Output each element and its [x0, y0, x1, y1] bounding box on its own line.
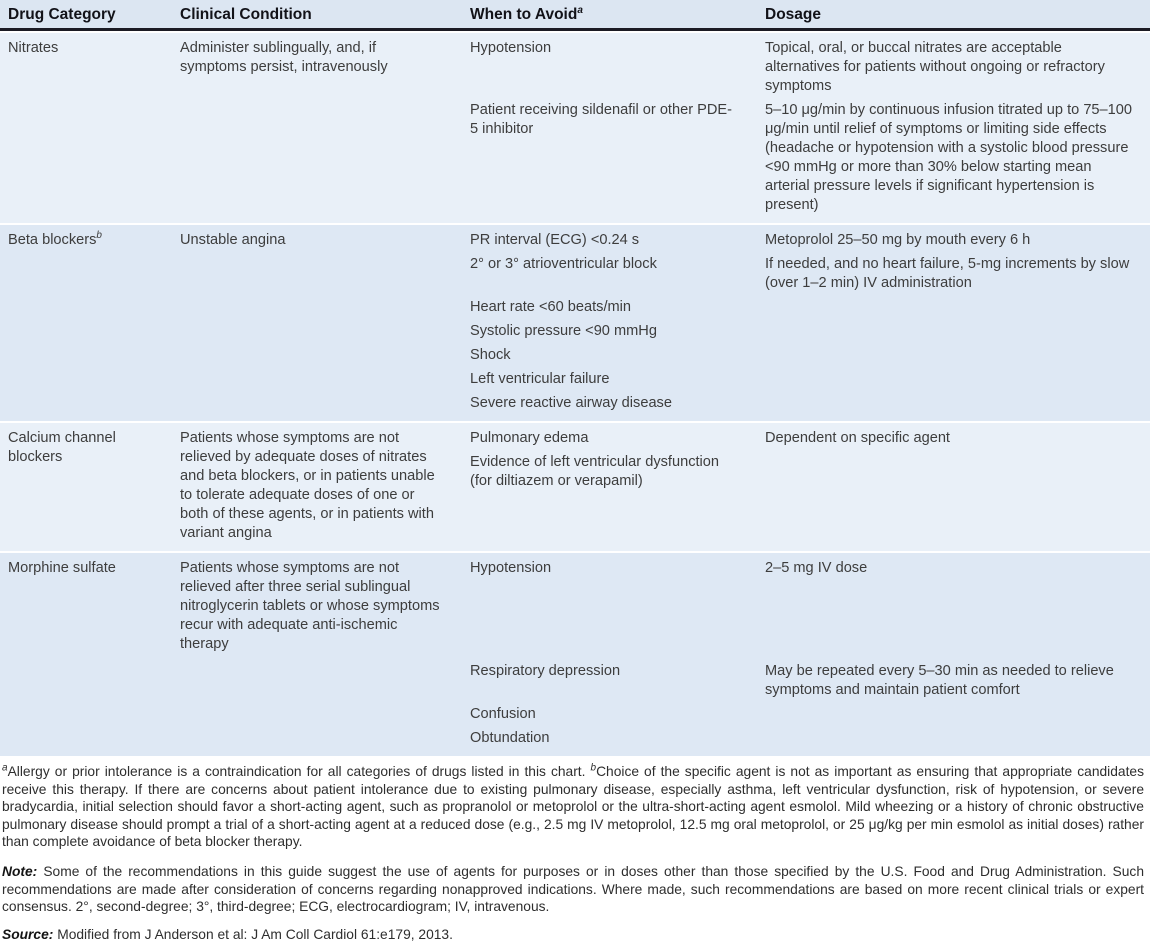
dosage-item: Dependent on specific agent	[765, 430, 950, 446]
when-to-avoid-item: Pulmonary edema	[470, 430, 589, 446]
avoid-dosage-subrow	[470, 394, 1150, 413]
when-to-avoid-item: Patient receiving sildenafil or other PDE-5 inhibitor	[470, 102, 733, 137]
dosage-item	[765, 346, 1150, 365]
when-to-avoid-item: Hypotension	[470, 40, 552, 56]
drug-row-morphine-sulfate	[0, 553, 1150, 756]
note-paragraph	[2, 863, 1144, 916]
dosage-item	[765, 370, 1150, 389]
when-to-avoid-item: Severe reactive airway disease	[470, 395, 672, 411]
column-header-clinical-condition: Clinical Condition	[180, 6, 312, 23]
avoid-dosage-subrow	[470, 559, 1150, 657]
when-to-avoid-item: Obtundation	[470, 730, 550, 746]
dosage-item: May be repeated every 5–30 min as needed to relieve symptoms and maintain patient comfort	[765, 663, 1114, 698]
table-header-row	[0, 0, 1150, 31]
when-to-avoid-label: When to Avoid	[470, 6, 578, 23]
avoid-dosage-group	[470, 429, 1150, 543]
source-paragraph	[2, 926, 1144, 943]
avoid-dosage-subrow	[470, 729, 1150, 748]
dosage-item	[765, 729, 1150, 748]
when-to-avoid-item: Heart rate <60 beats/min	[470, 299, 632, 315]
avoid-dosage-subrow	[470, 39, 1150, 96]
drug-category-cell	[0, 39, 180, 215]
clinical-condition-cell: Unstable angina	[180, 232, 286, 248]
drug-category-cell	[0, 559, 180, 748]
avoid-dosage-group	[470, 39, 1150, 215]
when-to-avoid-item: Respiratory depression	[470, 663, 621, 679]
when-to-avoid-item: Evidence of left ventricular dysfunction (for diltiazem or verapamil)	[470, 454, 720, 489]
note-text: Some of the recommendations in this guide suggest the use of agents for purposes or in doses other than those specified by the U.S. Food and Drug Administration. Such recommendations are made after consideration of concerns regarding nonapproved indications. Where made, such recommendations are based on more recent clinical trials or expert consensus. 2°, second-degree; 3°, third-degree; ECG, electrocardiogram; IV, intravenous.	[2, 863, 1144, 915]
avoid-dosage-group	[470, 559, 1150, 748]
drug-name: Morphine sulfate	[8, 560, 116, 576]
footnote-marker-b: b	[590, 762, 597, 774]
drug-name: Calcium channel blockers	[8, 430, 116, 465]
dosage-item	[765, 705, 1150, 724]
drug-category-cell	[0, 429, 180, 543]
drug-footnote-marker: b	[96, 230, 102, 242]
avoid-dosage-subrow	[470, 705, 1150, 724]
dosage-item	[765, 394, 1150, 413]
dosage-item: 5–10 μg/min by continuous infusion titrated up to 75–100 μg/min until relief of symptoms or limiting side effects (headache or hypotension with a systolic blood pressure <90 mmHg or more than 30% below starting mean arterial pressure levels if significant hypertension is present)	[765, 102, 1133, 213]
avoid-dosage-subrow	[470, 662, 1150, 700]
column-header-drug-category: Drug Category	[8, 6, 116, 23]
drug-name: Nitrates	[8, 40, 59, 56]
column-header-when-to-avoid	[470, 5, 765, 24]
clinical-condition-cell: Patients whose symptoms are not relieved by adequate doses of nitrates and beta blockers, or in patients unable to tolerate adequate doses of one or both of these agents, or in patients with variant angina	[180, 430, 435, 541]
drug-row-nitrates	[0, 33, 1150, 223]
dosage-item: Metoprolol 25–50 mg by mouth every 6 h	[765, 232, 1031, 248]
clinical-condition-cell: Administer sublingually, and, if symptoms persist, intravenously	[180, 40, 388, 75]
when-to-avoid-item: Confusion	[470, 706, 536, 722]
note-label: Note:	[2, 863, 38, 879]
footnote-a-text: Allergy or prior intolerance is a contraindication for all categories of drugs listed in this chart.	[7, 764, 591, 779]
drug-name: Beta blockers	[8, 232, 97, 248]
footnote-marker-a: a	[2, 762, 8, 774]
avoid-dosage-subrow	[470, 101, 1150, 215]
source-label: Source:	[2, 926, 54, 942]
dosage-item	[765, 298, 1150, 317]
when-to-avoid-item: PR interval (ECG) <0.24 s	[470, 232, 640, 248]
when-to-avoid-item: 2° or 3° atrioventricular block	[470, 256, 657, 272]
drug-row-beta-blockers	[0, 225, 1150, 421]
when-to-avoid-item: Left ventricular failure	[470, 371, 610, 387]
footnote-b-text: Choice of the specific agent is not as important as ensuring that appropriate candidates receive this therapy. If there are concerns about patient intolerance due to existing pulmonary disease, especially asthma, left ventricular dysfunction, risk of hypotension, or severe bradycardia, initial selection should favor a short-acting agent, such as propranolol or metoprolol or the ultra-short-acting agent esmolol. Mild wheezing or a history of chronic obstructive pulmonary disease should prompt a trial of a short-acting agent at a reduced dose (e.g., 2.5 mg IV metoprolol, 12.5 mg oral metoprolol, or 25 μg/kg per min esmolol as initial doses) rather than complete avoidance of beta blocker therapy.	[2, 764, 1144, 850]
avoid-dosage-subrow	[470, 298, 1150, 317]
dosage-item	[765, 322, 1150, 341]
avoid-dosage-subrow	[470, 255, 1150, 293]
avoid-dosage-subrow	[470, 370, 1150, 389]
drug-category-cell	[0, 231, 180, 413]
source-text: Modified from J Anderson et al: J Am Coll Cardiol 61:e179, 2013.	[53, 926, 453, 942]
clinical-condition-cell: Patients whose symptoms are not relieved after three serial sublingual nitroglycerin tablets or whose symptoms recur with adequate anti-ischemic therapy	[180, 560, 440, 652]
avoid-dosage-subrow	[470, 231, 1150, 250]
when-to-avoid-item: Shock	[470, 347, 511, 363]
dosage-item	[765, 453, 1150, 491]
avoid-dosage-subrow	[470, 453, 1150, 491]
drug-row-calcium-channel-blockers	[0, 423, 1150, 551]
when-to-avoid-item: Systolic pressure <90 mmHg	[470, 323, 657, 339]
when-to-avoid-item: Hypotension	[470, 560, 552, 576]
avoid-dosage-group	[470, 231, 1150, 413]
when-to-avoid-footnote-marker: a	[577, 4, 583, 16]
table-footnotes	[0, 756, 1150, 943]
dosage-item: Topical, oral, or buccal nitrates are acceptable alternatives for patients without ongoing or refractory symptoms	[765, 40, 1105, 94]
footnote-a-b	[2, 763, 1144, 851]
dosage-item: 2–5 mg IV dose	[765, 560, 868, 576]
column-header-dosage: Dosage	[765, 6, 821, 23]
avoid-dosage-subrow	[470, 322, 1150, 341]
dosage-item: If needed, and no heart failure, 5-mg increments by slow (over 1–2 min) IV administration	[765, 256, 1130, 291]
avoid-dosage-subrow	[470, 429, 1150, 448]
avoid-dosage-subrow	[470, 346, 1150, 365]
